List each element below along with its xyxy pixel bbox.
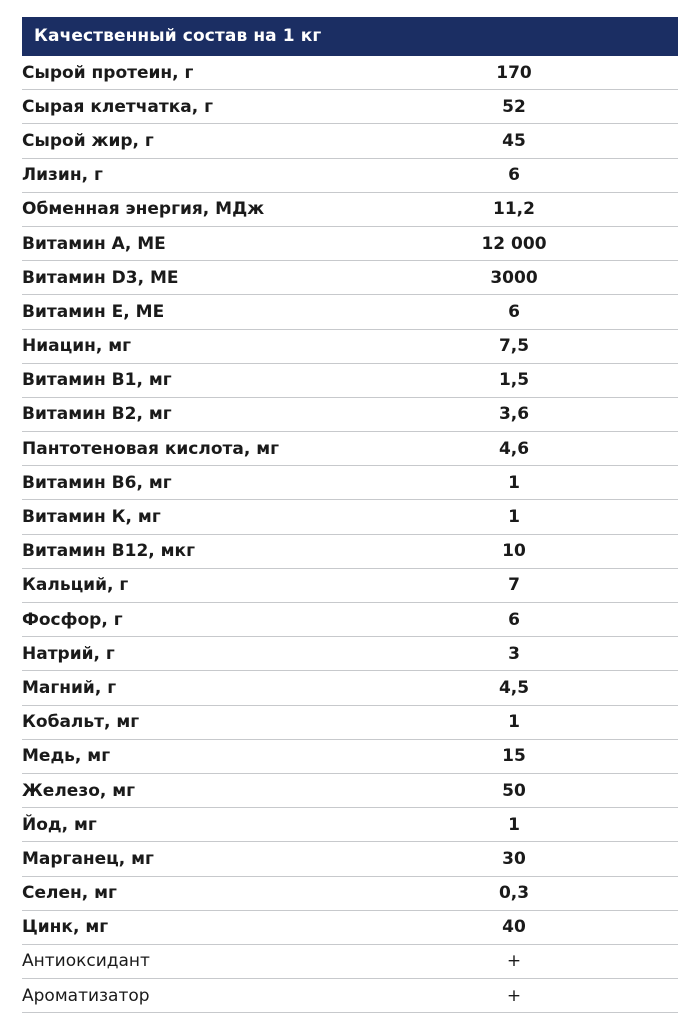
table-row	[22, 808, 678, 842]
row-label: Цинк, мг	[22, 917, 109, 938]
row-label: Сырой протеин, г	[22, 62, 194, 83]
table-row	[22, 56, 678, 90]
table-row	[22, 979, 678, 1013]
table-row	[22, 705, 678, 739]
row-value: 12 000	[481, 233, 547, 254]
row-value: 3	[508, 643, 520, 664]
table-row	[22, 773, 678, 807]
row-value: 15	[502, 746, 526, 767]
row-value: 6	[508, 609, 520, 630]
table-row	[22, 534, 678, 568]
row-value: 11,2	[493, 199, 535, 220]
row-value: 0,3	[498, 883, 530, 904]
table-row	[22, 295, 678, 329]
table-row	[22, 124, 678, 158]
row-value: 170	[496, 62, 532, 83]
row-label: Витамин А, МЕ	[22, 233, 166, 254]
table-row	[22, 329, 678, 363]
row-value: 7	[508, 575, 520, 596]
row-label: Витамин В2, мг	[22, 404, 172, 425]
table-row	[22, 90, 678, 124]
table-row	[22, 500, 678, 534]
row-value: 3,6	[498, 404, 530, 425]
row-label: Ароматизатор	[22, 985, 150, 1006]
row-label: Витамин D3, МЕ	[22, 267, 179, 288]
row-label: Кобальт, мг	[22, 712, 140, 733]
row-label: Марганец, мг	[22, 848, 154, 869]
row-label: Лизин, г	[22, 165, 103, 186]
table-title: Качественный состав на 1 кг	[22, 17, 678, 56]
table-row	[22, 261, 678, 295]
row-value: 7,5	[498, 336, 530, 357]
table-row	[22, 637, 678, 671]
table-header-row	[22, 17, 678, 56]
row-value: +	[506, 985, 522, 1006]
table-row	[22, 671, 678, 705]
row-label: Медь, мг	[22, 746, 111, 767]
row-label: Витамин В6, мг	[22, 472, 172, 493]
row-label: Обменная энергия, МДж	[22, 199, 265, 220]
row-value: 1	[508, 814, 520, 835]
row-label: Селен, мг	[22, 883, 117, 904]
table-row	[22, 466, 678, 500]
table-row	[22, 432, 678, 466]
row-value: 1	[508, 472, 520, 493]
row-value: 4,6	[498, 438, 530, 459]
table-row	[22, 397, 678, 431]
row-label: Ниацин, мг	[22, 336, 132, 357]
row-label: Витамин В12, мкг	[22, 541, 195, 562]
row-label: Витамин Е, МЕ	[22, 301, 165, 322]
row-label: Витамин В1, мг	[22, 370, 172, 391]
row-value: 50	[502, 780, 526, 801]
table-row	[22, 363, 678, 397]
table-row	[22, 192, 678, 226]
table-row	[22, 876, 678, 910]
table-body	[22, 56, 678, 1013]
row-label: Кальций, г	[22, 575, 129, 596]
row-value: +	[506, 951, 522, 972]
row-label: Антиоксидант	[22, 951, 150, 972]
row-value: 52	[502, 96, 526, 117]
table-row	[22, 842, 678, 876]
row-value: 45	[502, 130, 526, 151]
table-row	[22, 944, 678, 978]
row-label: Пантотеновая кислота, мг	[22, 438, 279, 459]
table-row	[22, 603, 678, 637]
table-head	[22, 17, 678, 56]
row-label: Йод, мг	[22, 814, 97, 835]
table-row	[22, 910, 678, 944]
row-value: 1,5	[498, 370, 530, 391]
row-value: 4,5	[498, 677, 530, 698]
row-label: Фосфор, г	[22, 609, 123, 630]
table-row	[22, 226, 678, 260]
row-value: 30	[502, 848, 526, 869]
composition-table	[22, 17, 678, 1013]
row-label: Сырая клетчатка, г	[22, 96, 213, 117]
row-value: 10	[502, 541, 526, 562]
table-row	[22, 158, 678, 192]
row-value: 3000	[490, 267, 538, 288]
row-value: 6	[508, 301, 520, 322]
row-value: 1	[508, 712, 520, 733]
row-label: Магний, г	[22, 677, 117, 698]
table-row	[22, 568, 678, 602]
row-value: 40	[502, 917, 526, 938]
row-label: Витамин К, мг	[22, 507, 161, 528]
row-label: Сырой жир, г	[22, 130, 154, 151]
row-label: Железо, мг	[22, 780, 136, 801]
row-value: 6	[508, 165, 520, 186]
table-row	[22, 739, 678, 773]
row-value: 1	[508, 507, 520, 528]
row-label: Натрий, г	[22, 643, 115, 664]
